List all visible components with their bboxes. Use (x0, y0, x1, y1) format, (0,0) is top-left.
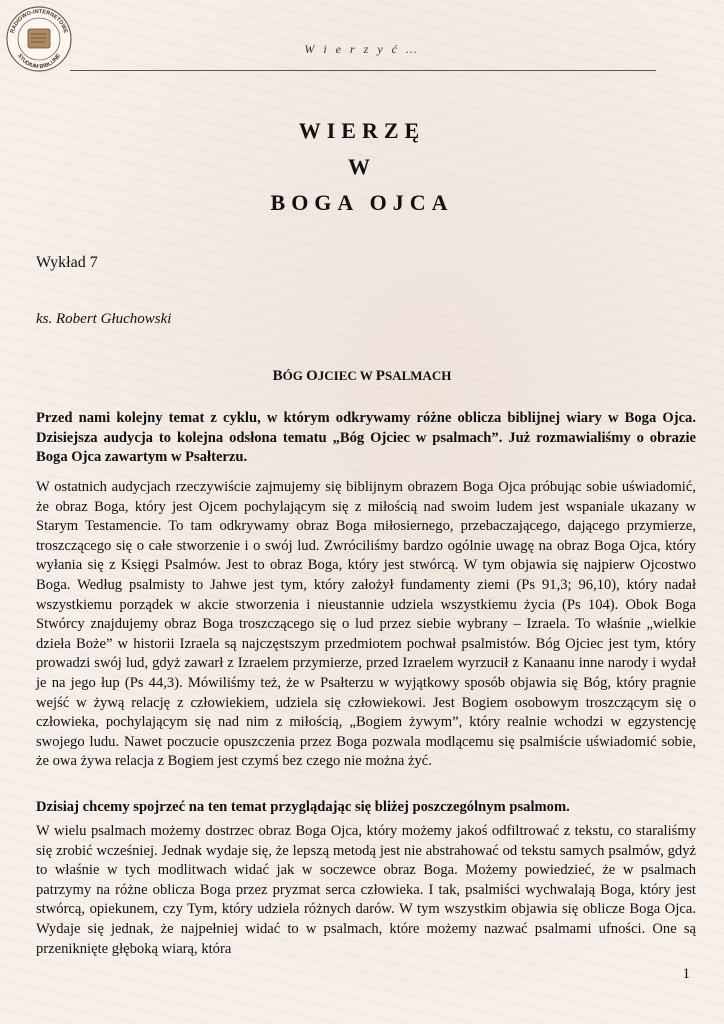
title-line-3: BOGA OJCA (270, 190, 454, 215)
section-heading-initial-1: B (272, 368, 283, 384)
running-header: W i e r z y ć … (304, 42, 420, 56)
title-line-2: W (348, 154, 376, 179)
section-heading-initial-4: P (375, 368, 385, 384)
lead-paragraph: Dzisiaj chcemy spojrzeć na ten temat przyglądając się bliżej poszczególnym psalmom. (36, 799, 570, 815)
page-number: 1 (682, 966, 690, 982)
body-paragraph-2: W wielu psalmach możemy dostrzec obraz Boga Ojca, który możemy jakoś odfiltrować z tekstu, co staraliśmy się zrobić wcześniej. Jednak wydaje się, że lepszą metodą jest nie abstrahować od tekstu samych psalmów, gdyż to właśnie w tych modlitwach widać jak w soczewce obraz Boga. Możemy powiedzieć, że w psalmach patrzymy na różne oblicza Boga przez pryzmat serca człowieka. I tak, psalmiści wychwalają Boga, który jest stwórcą, opiekunem, czy Tym, który udziela różnych darów. W tym wszystkim objawia się oblicze Boga Ojca. Wydaje się jednak, że najpełniej widać to w psalmach, które możemy nazwać psalmami ufności. One są przeniknięte głęboką wiarą, która (36, 823, 696, 957)
section-heading-rest-4: SALMACH (384, 368, 452, 383)
section-heading-initial-2: O (306, 368, 318, 384)
logo (4, 4, 74, 74)
intro-paragraph: Przed nami kolejny temat z cyklu, w którym odkrywamy różne oblicza biblijnej wiary w Boga Ojca. Dzisiejsza audycja to kolejna odsłona tematu „Bóg Ojciec w psalmach”. Już rozmawialiśmy o obrazie Boga Ojca zawartym w Psałterzu. (36, 410, 696, 466)
author: ks. Robert Głuchowski (36, 311, 172, 327)
header-rule (70, 70, 656, 71)
section-heading-rest-2: JCIEC (317, 368, 360, 383)
section-heading-rest-1: ÓG (282, 368, 307, 383)
section-heading (0, 368, 724, 385)
logo-ring-text-bottom: STUDIUM BIBLIJNE (15, 53, 63, 71)
body-paragraph-1: W ostatnich audycjach rzeczywiście zajmujemy się biblijnym obrazem Boga Ojca próbując sobie uświadomić, że obraz Boga, który jest Ojcem pochylającym się z miłością nad swoim ludem jest wspaniale ukazany w Starym Testamencie. To tam odkrywamy obraz Boga miłosiernego, przebaczającego, dającego przymierze, troszczącego się o całe stworzenie i o swój lud. Zwróciliśmy bardzo ogólnie uwagę na obraz Boga Ojca, który wyłania się z Księgi Psalmów. Jest to obraz Boga, który jest stwórcą. W tym objawia się najpierw Ojcostwo Boga. Według psalmisty to Jahwe jest tym, który założył fundamenty ziemi (Ps 91,3; 96,10), który nadał wszystkiemu porządek w akcie stworzenia i nieustannie udziela wszystkiemu życia (Ps 104). Obok Boga Stwórcy znajdujemy obraz Boga troszczącego się o lud przez siebie wybrany – Izraela. To właśnie „wielkie dzieła Boże” w historii Izraela są najczęstszym przedmiotem pochwał psalmistów. Bóg Ojciec jest tym, który prowadzi swój lud, gdyż zawarł z Izraelem przymierze, przed Izraelem wyrzucił z Kanaanu inne narody i wydał je na jego łup (Ps 44,3). Mówiliśmy też, że w Psałterzu w wyjątkowy sposób objawia się Bóg, który pragnie wejść w żywą relację z człowiekiem, udziela się człowiekowi. Jest Bogiem osobowym troszczącym się o człowieka, pochylającym się nad nim z miłością, „Bogiem żywym”, który realnie wchodzi w egzystencję swojego ludu. Nawet poczucie opuszczenia przez Boga pozwala modlącemu się psalmiście uświadomić sobie, że owa żywa relacja z Bogiem jest czymś bez czego nie można żyć. (36, 479, 696, 770)
logo-ring-text-top: RADIOWO-INTERNETOWE (9, 8, 69, 34)
lecture-number: Wykład 7 (36, 254, 98, 271)
section-heading-word-3: W (359, 368, 376, 383)
title-line-1: WIERZĘ (298, 118, 426, 143)
